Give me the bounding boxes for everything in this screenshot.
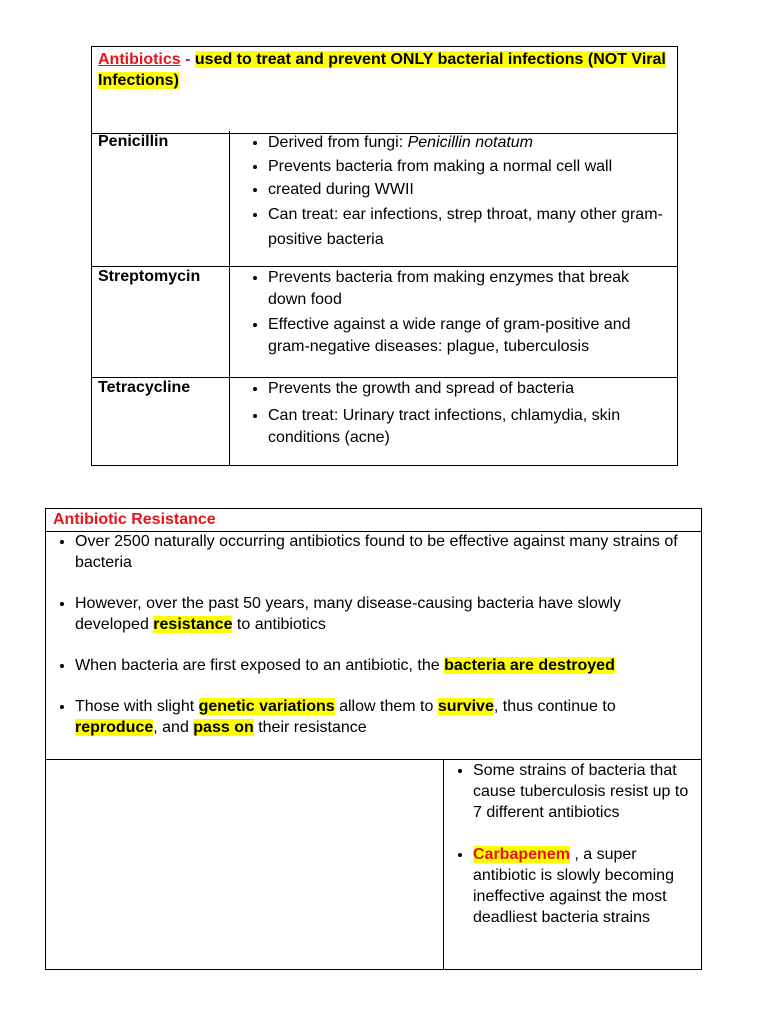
- highlight-destroyed: bacteria are destroyed: [444, 657, 615, 674]
- list-item: • Effective against a wide range of gram-positive and gram-negative diseases: plague, tuberculosis: [268, 313, 669, 358]
- drug-name: Streptomycin: [98, 268, 201, 285]
- list-item: • Over 2500 naturally occurring antibiotics found to be effective against many strains of bacteria: [75, 531, 691, 573]
- list-item: • Some strains of bacteria that cause tuberculosis resist up to 7 different antibiotics: [473, 760, 695, 823]
- highlight-reproduce: reproduce: [75, 719, 154, 736]
- list-item: [75, 655, 691, 676]
- title-separator: -: [180, 51, 195, 68]
- resistance-bullets: [46, 531, 701, 738]
- drug-name: Tetracycline: [98, 379, 191, 396]
- bullet-text: allow them to: [334, 698, 438, 715]
- drug-bullets: [230, 131, 669, 252]
- list-item: • Prevents bacteria from making a normal cell wall: [268, 155, 669, 179]
- drug-name: Penicillin: [98, 133, 169, 150]
- drug-bullets: [230, 377, 669, 449]
- highlight-survive: survive: [437, 698, 494, 715]
- table-row: [92, 266, 677, 378]
- highlight-pass-on: pass on: [193, 719, 254, 736]
- bullet-text: , and: [153, 719, 194, 736]
- bullet-text: to antibiotics: [232, 616, 326, 633]
- antibiotics-title: Antibiotics: [98, 51, 181, 68]
- bullet-text: Those with slight: [75, 698, 199, 715]
- highlight-resistance: resistance: [153, 616, 233, 633]
- list-item: • Prevents the growth and spread of bacteria: [268, 377, 669, 400]
- side-bullets: [444, 760, 701, 928]
- antibiotic-resistance-table: [45, 508, 702, 970]
- bullet-text: However, over the past 50 years, many disease-causing bacteria have slowly developed: [75, 595, 622, 633]
- list-item: [268, 131, 669, 155]
- list-item: • Can treat: Urinary tract infections, chlamydia, skin conditions (acne): [268, 404, 669, 449]
- highlight-carbapenem: Carbapenem: [473, 846, 570, 863]
- antibiotics-table: [91, 46, 678, 466]
- antibiotics-table-header: [92, 47, 677, 134]
- drug-bullets: [230, 266, 669, 358]
- bullet-text: their resistance: [253, 719, 367, 736]
- table-row: [92, 377, 677, 465]
- species-name: Penicillin notatum: [407, 134, 534, 151]
- resistance-side-cell: [444, 760, 701, 969]
- resistance-title: Antibiotic Resistance: [46, 509, 701, 532]
- list-item: [75, 696, 691, 738]
- list-item: [75, 593, 691, 635]
- bullet-text: Derived from fungi:: [268, 134, 408, 151]
- bullet-text: When bacteria are first exposed to an antibiotic, the: [75, 657, 445, 674]
- bullet-text: , a super antibiotic is slowly becoming ineffective against the most deadliest bacteria strains: [473, 846, 674, 926]
- list-item: • Can treat: ear infections, strep throat, many other gram-positive bacteria: [268, 202, 669, 252]
- bullet-text: , thus continue to: [493, 698, 616, 715]
- empty-cell: [46, 760, 444, 969]
- resistance-main-cell: [46, 531, 701, 760]
- list-item: • Prevents bacteria from making enzymes that break down food: [268, 266, 669, 311]
- antibiotics-subtitle: used to treat and prevent ONLY bacterial infections (NOT Viral Infections): [98, 51, 666, 89]
- list-item: • created during WWII: [268, 178, 669, 202]
- list-item: [473, 844, 695, 928]
- highlight-genetic-variations: genetic variations: [198, 698, 335, 715]
- table-row: [92, 131, 677, 267]
